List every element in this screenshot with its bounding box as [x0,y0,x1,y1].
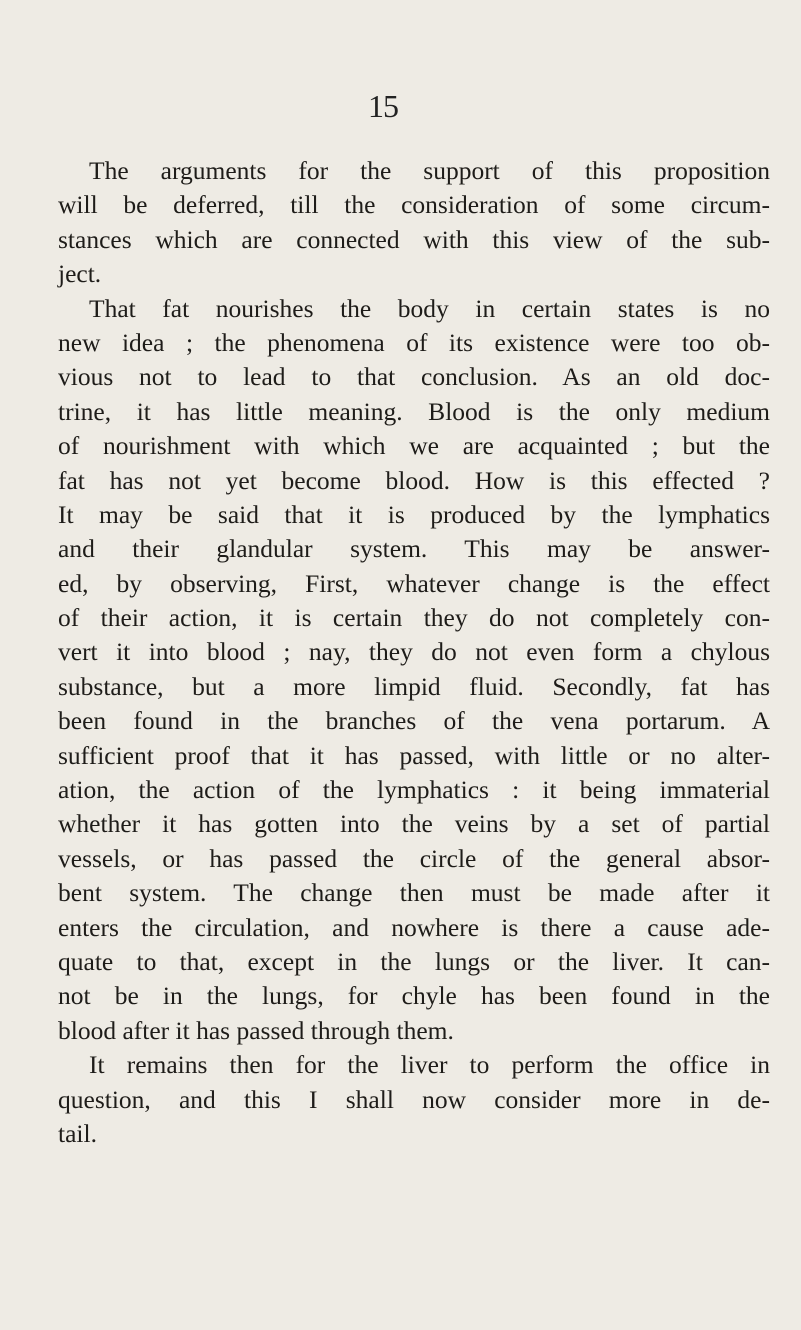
text-line: That fat nourishes the body in certain states is no [89,293,770,323]
text-line: bent system. The change then must be made after it [58,878,770,908]
text-line: It may be said that it is produced by the lymphatics [58,499,770,529]
text-line: whether it has gotten into the veins by a set of partial [58,809,770,839]
text-line: not be in the lungs, for chyle has been found in the [58,981,770,1011]
text-line: and their glandular system. This may be answer- [58,534,770,564]
text-line: sufficient proof that it has passed, with little or no alter- [58,740,770,770]
text-line: tail. [58,1118,97,1148]
text-line: ation, the action of the lymphatics : it being immaterial [58,775,770,805]
text-line: The arguments for the support of this proposition [89,156,770,185]
text-line: of nourishment with which we are acquainted ; but the [58,431,770,461]
text-line: ed, by observing, First, whatever change is the effect [58,568,770,598]
text-line: stances which are connected with this view of the sub- [58,224,770,254]
body-text [58,154,770,1151]
text-line: fat has not yet become blood. How is this effected ? [58,465,770,495]
text-line: ject. [58,259,102,289]
text-line: question, and this I shall now consider more in de- [58,1084,770,1114]
text-line: trine, it has little meaning. Blood is the only medium [58,396,770,426]
text-line: will be deferred, till the consideration of some circum- [58,190,770,220]
text-line: vessels, or has passed the circle of the general absor- [58,843,770,873]
text-line: vert it into blood ; nay, they do not even form a chylous [58,637,770,667]
text-line: of their action, it is certain they do not completely con- [58,603,770,633]
text-line: vious not to lead to that conclusion. As an old doc- [58,362,770,392]
page-number: 15 [368,88,398,124]
text-line: enters the circulation, and nowhere is there a cause ade- [58,912,770,942]
text-line: been found in the branches of the vena portarum. A [58,706,770,736]
text-line: substance, but a more limpid fluid. Secondly, fat has [58,671,770,701]
text-line: quate to that, except in the lungs or the liver. It can- [58,946,770,976]
text-line: blood after it has passed through them. [58,1015,454,1045]
text-line: new idea ; the phenomena of its existence were too ob- [58,327,770,357]
text-line: It remains then for the liver to perform the office in [89,1050,770,1080]
